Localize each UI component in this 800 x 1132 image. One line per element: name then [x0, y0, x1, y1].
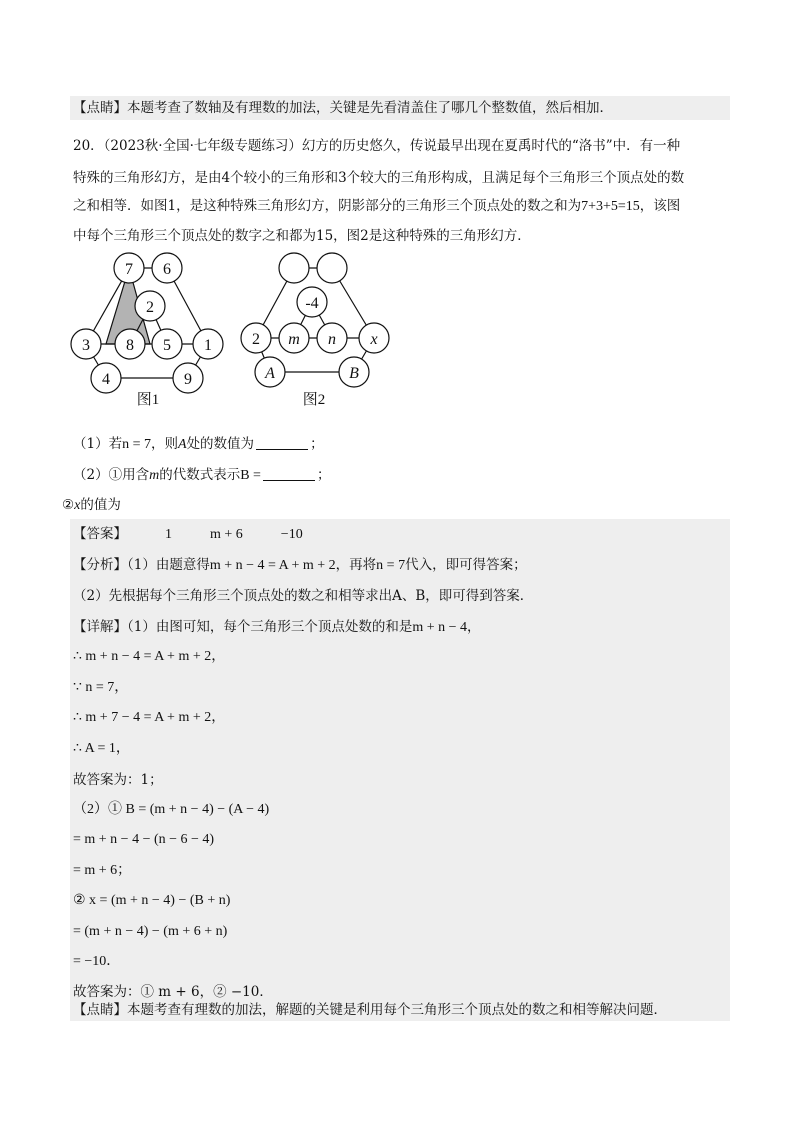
q1-prefix: （1）若 [73, 436, 123, 452]
answer-label: 【答案】 [73, 526, 127, 542]
problem-line-3-text: 之和相等．如图1，是这种特殊三角形幻方，阴影部分的三角形三个顶点处的数之和为 [73, 198, 582, 214]
fig1-num-4: 3 [82, 337, 90, 354]
fig2-label-5: m [288, 331, 300, 348]
answer-3: −10 [280, 527, 303, 542]
analysis-p1-prefix: （1）由题意得 [127, 557, 210, 573]
detail-line-13: 故答案为：① m + 6，② −10． [73, 984, 273, 1000]
fig1-num-8: 4 [102, 371, 110, 388]
detail-label: 【详解】 [73, 619, 127, 635]
fig2-circle-top-right [317, 253, 347, 283]
q1-answer-blank[interactable] [256, 435, 308, 450]
analysis-p1-suffix: 代入，即可得答案； [405, 557, 527, 573]
fig2-label-4: 2 [252, 331, 260, 348]
question-2 [73, 465, 330, 486]
detail-line-4: ∴ m + 7 − 4 = A + m + 2， [73, 710, 226, 725]
fig1-num-3: 2 [146, 299, 154, 316]
fig1-num-5: 8 [126, 337, 134, 354]
q2-end: ； [316, 467, 331, 483]
top-note: 【点睛】本题考查了数轴及有理数的加法，关键是先看清盖住了哪几个整数值，然后相加． [73, 100, 613, 116]
detail-line-2: ∴ m + n − 4 = A + m + 2， [73, 649, 226, 664]
answer-1: 1 [165, 527, 172, 542]
detail-d1-prefix: （1）由图可知，每个三角形三个顶点处数的和是 [127, 619, 413, 635]
fig2-label-8: A [265, 365, 275, 382]
q1-math: n = 7 [122, 437, 151, 452]
detail-line-12: = −10． [73, 954, 121, 969]
fig1-num-9: 9 [184, 371, 192, 388]
fig1-num-1: 7 [125, 261, 133, 278]
analysis-line-1 [73, 555, 527, 576]
detail-line-9: = m + 6； [73, 863, 132, 878]
fig1-num-2: 6 [163, 261, 171, 278]
problem-line-3-end: ，该图 [639, 198, 681, 214]
q2-math: B = [240, 468, 261, 483]
analysis-p1-math: m + n − 4 = A + m + 2 [209, 558, 336, 573]
detail-d1-suffix: ， [467, 619, 481, 635]
fig2-circle-top-left [279, 253, 309, 283]
bottom-note: 【点睛】本题考查有理数的加法，解题的关键是利用每个三角形三个顶点处的数之和相等解决问题． [73, 1002, 667, 1018]
detail-line-5: ∴ A = 1， [73, 741, 130, 756]
q2-prefix: （2）①用含 [73, 467, 150, 483]
fig2-label-9: B [349, 365, 359, 382]
problem-line-1: 20．（2023秋·全国·七年级专题练习）幻方的历史悠久，传说最早出现在夏禹时代的“洛书”中．有一种 [73, 138, 681, 154]
q1-var: A [178, 437, 187, 452]
answer-2: m + 6 [210, 527, 243, 542]
detail-d1-math: m + n − 4 [412, 620, 468, 635]
q1-mid: ，则 [151, 436, 178, 452]
figure-1-caption: 图1 [136, 392, 160, 408]
detail-line-3: ∵ n = 7， [73, 680, 129, 695]
fig2-label-7: x [370, 331, 378, 348]
question-2b [62, 495, 121, 516]
q2b-suffix: 的值为 [80, 497, 121, 513]
analysis-p1-math2: n = 7 [376, 558, 406, 573]
figure-1 [66, 250, 236, 410]
figure-2-caption: 图2 [302, 392, 326, 408]
q1-end: ； [310, 436, 324, 452]
detail-line-6: 故答案为：1； [73, 772, 163, 788]
q1-suffix: 处的数值为 [186, 436, 255, 452]
detail-line-10: ② x = (m + n − 4) − (B + n) [73, 893, 231, 908]
fig1-num-7: 1 [204, 337, 212, 354]
fig2-label-6: n [328, 331, 336, 348]
problem-line-3-math: 7+3+5=15 [581, 199, 640, 214]
q2-var: m [149, 468, 160, 483]
problem-line-4: 中每个三角形三个顶点处的数字之和都为15，图2是这种特殊的三角形幻方． [73, 228, 531, 244]
problem-line-3 [73, 196, 680, 217]
problem-line-2: 特殊的三角形幻方，是由4个较小的三角形和3个较大的三角形构成，且满足每个三角形三个顶点处的数 [73, 170, 685, 186]
analysis-label: 【分析】 [73, 557, 127, 573]
q2-answer-blank[interactable] [263, 466, 315, 481]
q2-mid: 的代数式表示 [159, 467, 241, 483]
detail-line-1 [73, 617, 481, 638]
fig1-num-6: 5 [163, 337, 171, 354]
detail-line-8: = m + n − 4 − (n − 6 − 4) [73, 832, 215, 847]
detail-line-7: （2）① B = (m + n − 4) − (A − 4) [73, 802, 270, 817]
detail-line-11: = (m + n − 4) − (m + 6 + n) [73, 924, 228, 939]
answer-line [73, 524, 303, 545]
q2b-var: x [74, 498, 81, 513]
analysis-p1-mid: ，再将 [335, 557, 377, 573]
analysis-line-2: （2）先根据每个三角形三个顶点处的数之和相等求出A、B，即可得到答案． [73, 588, 534, 604]
q2b-prefix: ② [62, 497, 75, 513]
figure-2 [236, 250, 406, 410]
question-1 [73, 434, 324, 455]
fig2-label-3: -4 [305, 295, 319, 312]
